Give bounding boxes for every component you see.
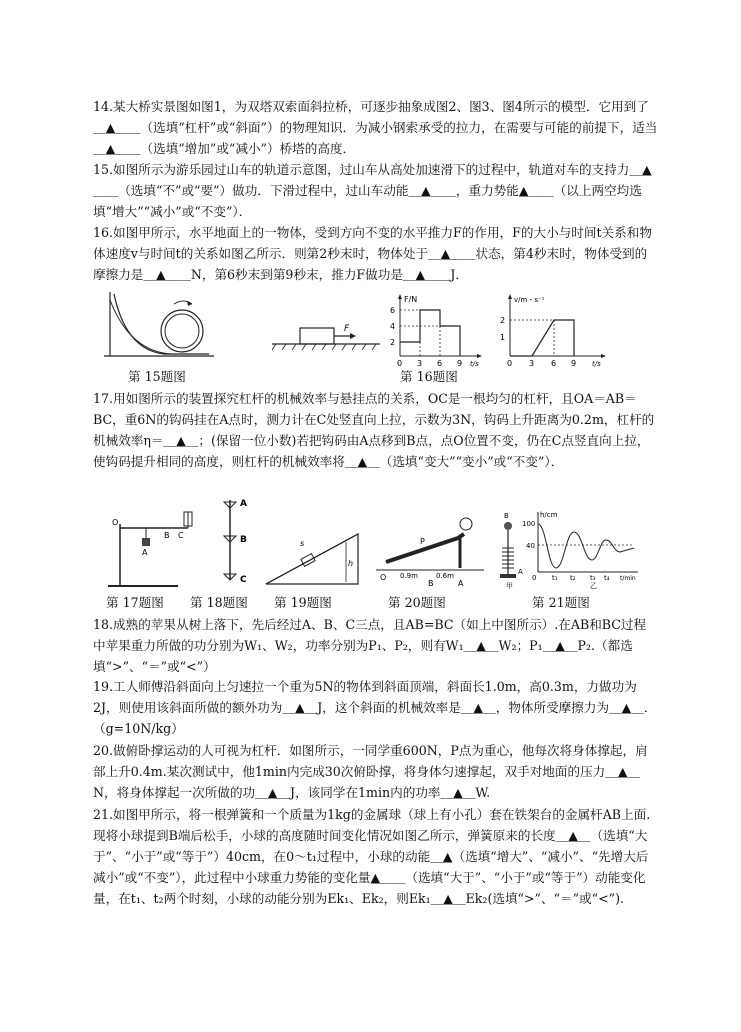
graph2-ytick-2: 2 [500, 316, 506, 325]
graph1-ytick-6: 6 [390, 306, 396, 315]
f19-label-s: s [300, 539, 305, 548]
question-18 [93, 614, 658, 677]
question-14 [93, 96, 658, 159]
f18-label-c: C [240, 575, 247, 585]
f17-label-b: B [164, 531, 170, 540]
question-19-text: 19.工人师傅沿斜面向上匀速拉一个重为5N的物体到斜面顶端，斜面长1.0m，高0.3m，力做功为2J，则使用该斜面所做的额外功为＿▲＿J，这个斜面的机械效率是＿▲＿，物体所受摩擦力为＿▲＿．（g=10N/kg） [93, 679, 657, 736]
fig17-caption: 第 17题图 [106, 595, 164, 610]
graph1-xtick-3: 3 [417, 359, 423, 368]
f18-label-b: B [240, 535, 247, 545]
graph1-ylabel: F/N [404, 295, 418, 304]
falling-apple-figure [208, 494, 254, 586]
graph2-ylabel: v/m・s⁻¹ [514, 296, 545, 304]
question-16-text: 16.如图甲所示，水平地面上的一物体，受到方向不变的水平推力F的作用，F的大小与时间t关系和物体速度v与时间t的关系如图乙所示．则第2秒末时，物体处于＿▲＿＿状态，第4秒末时，物体受到的摩擦力是＿▲＿＿N，第6秒末到第9秒末，推力F做功是＿▲＿＿J． [93, 225, 652, 282]
f20-label-b: B [428, 579, 434, 588]
question-15 [93, 159, 658, 222]
f20-label-06m: 0.6m [436, 572, 454, 580]
f17-label-a: A [142, 548, 148, 557]
fig16-caption: 第 16题图 [400, 369, 458, 384]
f20-label-p: P [420, 537, 425, 546]
graph2-xtick-0: 0 [507, 359, 513, 368]
fig20-caption: 第 20题图 [388, 595, 446, 610]
velocity-time-graph [492, 292, 612, 368]
f21-label-yi: 乙 [590, 582, 597, 590]
f21-label-jia: 甲 [506, 582, 513, 590]
f21-ylabel: h/cm [540, 511, 558, 519]
question-20 [93, 740, 658, 803]
graph1-xtick-0: 0 [397, 359, 403, 368]
f18-label-a: A [240, 499, 247, 509]
graph2-xunit: t/s [592, 360, 601, 368]
graph2-xtick-3: 3 [529, 359, 535, 368]
graph1-xtick-9: 9 [457, 359, 463, 368]
force-time-graph [386, 292, 486, 368]
question-20-text: 20.做俯卧撑运动的人可视为杠杆．如图所示，一同学重600N，P点为重心，他每次将身体撑起，肩部上升0.4m.某次测试中，他1min内完成30次俯卧撑，将身体匀速撑起，双手对地面的压力＿▲＿N，将身体撑起一次所做的功＿▲＿J，该同学在1min内的功率＿▲＿W. [93, 743, 648, 800]
f21-label-b: B [504, 512, 509, 520]
f21-ytick-100: 100 [522, 520, 536, 528]
f20-label-a: A [458, 579, 464, 588]
f17-label-o: O [112, 518, 119, 527]
f19-label-h: h [348, 559, 354, 568]
f21-label-a: A [518, 568, 523, 576]
graph1-ytick-2: 2 [390, 338, 396, 347]
f21-xtick-t3: t₃ [590, 574, 596, 582]
f21-xtick-t1: t₁ [552, 574, 558, 582]
f17-label-c: C [178, 531, 184, 540]
graph2-ytick-1: 1 [500, 333, 506, 342]
f21-xtick-0: 0 [532, 574, 537, 582]
question-17-text: 17.用如图所示的装置探究杠杆的机械效率与悬挂点的关系，OC是一根均匀的杠杆，且OA＝AB＝BC，重6N的钩码挂在A点时，测力计在C处竖直向上拉，示数为3N，钩码上升距离为0.2m，杠杆的机械效率η＝＿▲＿；(保留一位小数)若把钩码由A点移到B点，点O位置不变，仍在C点竖直向上拉，使钩码提升相同的高度，则杠杆的机械效率将＿▲＿（选填“变大”“变小”或“不变”）． [93, 391, 655, 469]
question-15-text: 15.如图所示为游乐园过山车的轨道示意图，过山车从高处加速滑下的过程中，轨道对车的支持力＿▲＿＿（选填“不”或“要”）做功．下滑过程中，过山车动能＿▲＿＿，重力势能▲＿＿（以上两空均选填“增大”“减小”或“不变”）． [93, 162, 652, 219]
pushup-figure [376, 512, 486, 588]
question-21-text: 21.如图甲所示，将一根弹簧和一个质量为1kg的金属球（球上有小孔）套在铁架台的金属杆AB上面.现将小球提到B端后松手，小球的高度随时间变化情况如图乙所示，弹簧原来的长度＿▲＿（选填“大于”、“小于”或“等于”）40cm，在0～t₁过程中，小球的动能＿▲（选填“增大”、“减小”、“先增大后减小”或“不变”），此过程中小球重力势能的变化量▲＿＿（选填“大于”、“小于”或“等于”）动能变化量，在t₁、t₂两个时刻，小球的动能分别为Ek₁、Ek₂，则Ek₁＿▲＿Ek₂(选填“>”、“＝”或“<”). [93, 807, 651, 906]
question-16 [93, 222, 658, 285]
fig15-caption: 第 15题图 [128, 369, 186, 384]
incline-figure [262, 516, 366, 588]
fig18-caption: 第 18题图 [190, 595, 248, 610]
f20-label-09m: 0.9m [400, 572, 418, 580]
f21-ytick-40: 40 [526, 542, 535, 550]
graph2-xtick-6: 6 [551, 359, 557, 368]
roller-coaster-figure [104, 290, 214, 362]
graph1-xunit: t/s [470, 360, 479, 368]
fig21-caption: 第 21题图 [532, 595, 590, 610]
force-label: F [344, 324, 350, 334]
block-push-figure [272, 318, 382, 358]
lever-stand-figure [98, 508, 198, 590]
f20-label-o: O [380, 573, 387, 582]
graph1-xtick-6: 6 [437, 359, 443, 368]
question-19 [93, 676, 658, 739]
f21-xunit: t/min [620, 575, 636, 582]
graph1-ytick-4: 4 [390, 322, 396, 331]
question-18-text: 18.成熟的苹果从树上落下，先后经过A、B、C三点，且AB=BC（如上中图所示）.在AB和BC过程中苹果重力所做的功分别为W₁、W₂，功率分别为P₁、P₂，则有W₁＿▲＿W₂；P₁＿▲＿P₂.（都选填“>”、“＝”或“<”） [93, 617, 647, 674]
f21-xtick-t4: t₄ [604, 574, 610, 582]
f21-xtick-t2: t₂ [570, 574, 576, 582]
fig19-caption: 第 19题图 [274, 595, 332, 610]
question-17 [93, 388, 658, 472]
graph2-xtick-9: 9 [571, 359, 577, 368]
spring-ball-figure [498, 508, 644, 590]
question-14-text: 14.某大桥实景图如图1，为双塔双索面斜拉桥，可逐步抽象成图2、图3、图4所示的模型．它用到了＿▲＿＿（选填“杠杆”或“斜面”）的物理知识．为减小钢索承受的拉力，在需要与可能的前提下，适当＿▲＿＿（选填“增加”或“减小”）桥塔的高度． [93, 99, 658, 156]
question-21 [93, 804, 658, 909]
